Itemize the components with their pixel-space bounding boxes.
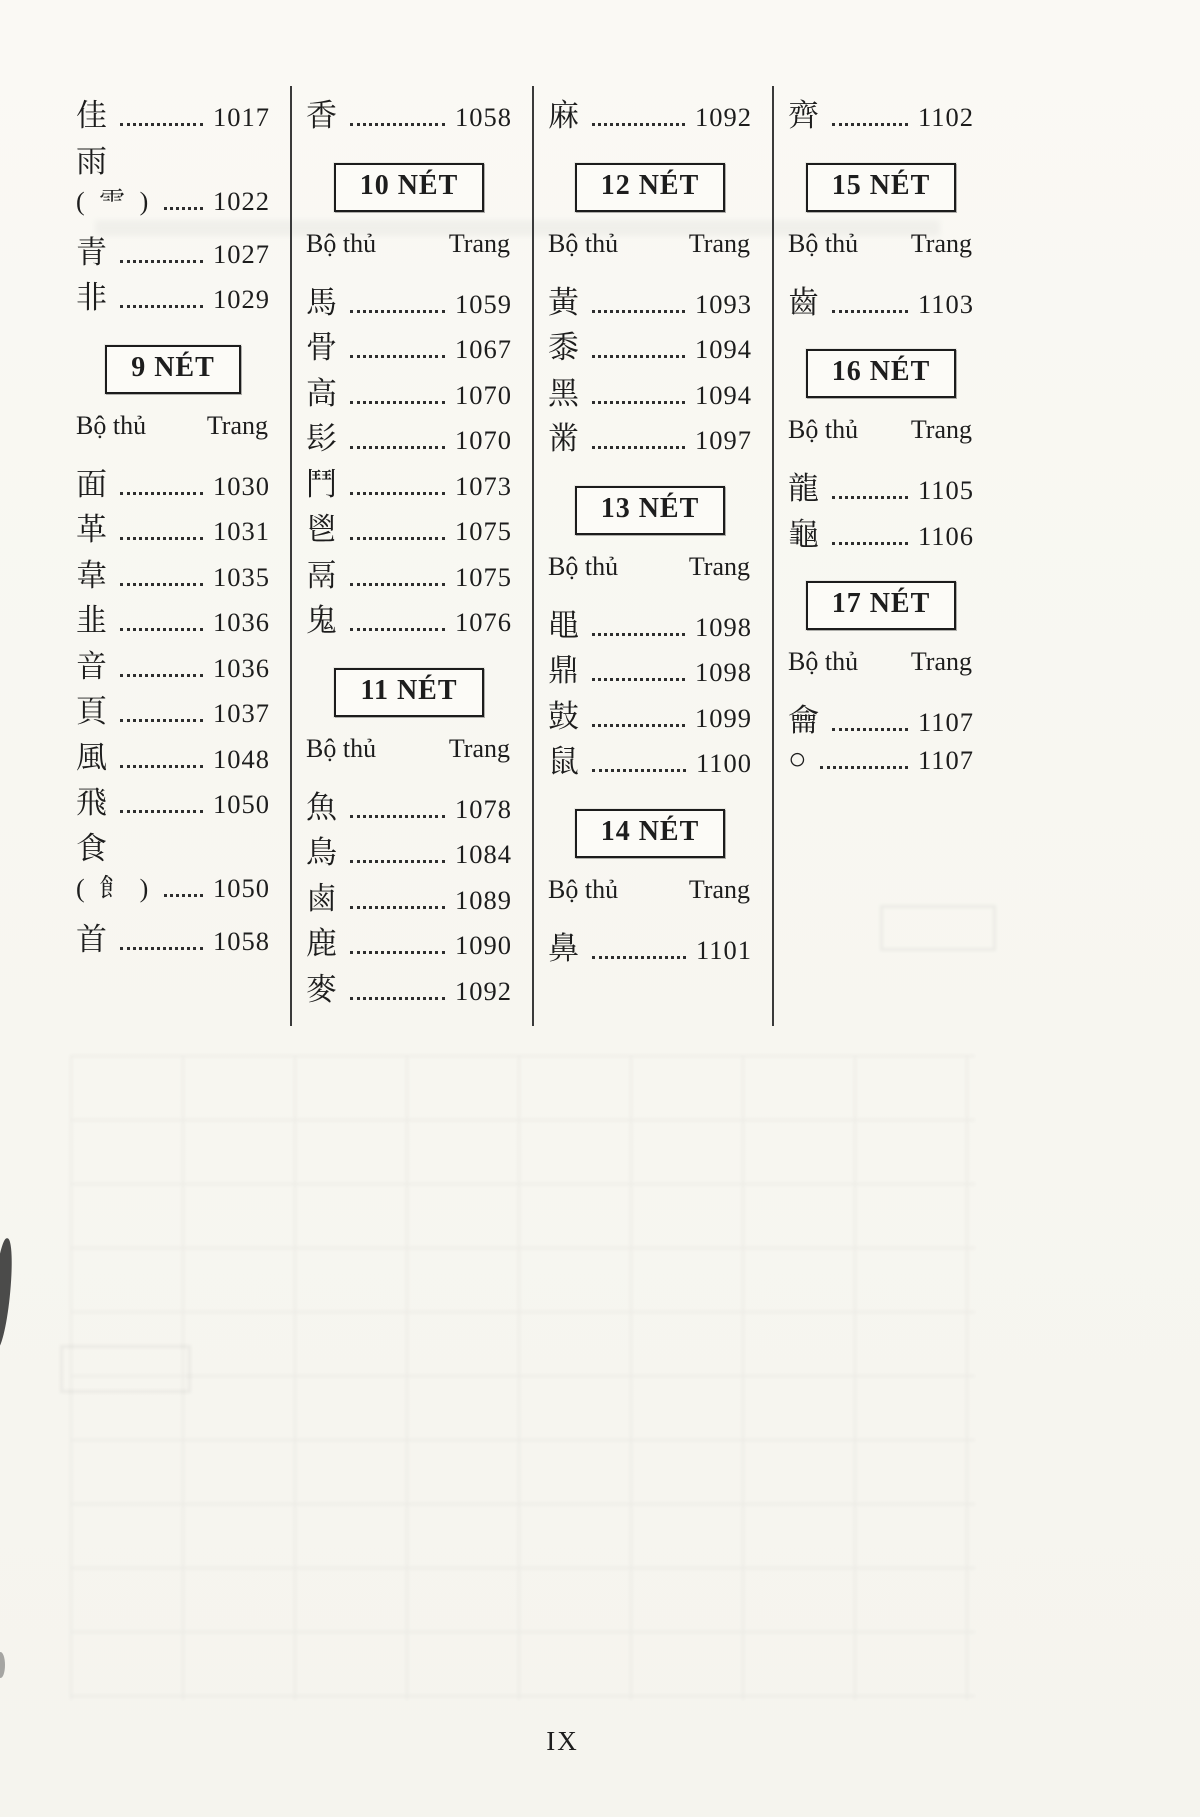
dot-leader xyxy=(592,633,685,636)
index-entry xyxy=(306,873,512,919)
entry-page-number: 1101 xyxy=(695,934,752,965)
entry-page-number: 1058 xyxy=(213,925,270,956)
dot-leader xyxy=(350,860,445,863)
radical-char: 面 xyxy=(76,466,108,502)
dot-leader xyxy=(350,815,445,818)
stroke-count-header-wrap xyxy=(548,163,752,212)
dot-leader xyxy=(350,583,445,586)
dot-leader xyxy=(592,123,685,126)
bleedthrough-ghost-box xyxy=(60,1345,191,1393)
radical-char: 鬥 xyxy=(306,466,338,502)
entry-page-number: 1058 xyxy=(455,102,512,132)
radical-char: 韭 xyxy=(76,603,108,638)
bleedthrough-ghost-grid xyxy=(70,1055,975,1700)
radical-column-label: Bộ thủ xyxy=(306,733,377,763)
radical-char: 鹿 xyxy=(306,926,338,961)
dot-leader xyxy=(592,401,685,404)
index-entry xyxy=(788,509,974,555)
entry-page-number: 1075 xyxy=(455,516,512,546)
dot-leader xyxy=(164,894,203,897)
scan-smudge xyxy=(0,1652,5,1678)
dot-leader xyxy=(350,401,445,404)
index-entry xyxy=(306,90,512,136)
entry-page-number: 1106 xyxy=(917,520,974,551)
entry-page-number: 1036 xyxy=(213,652,270,683)
dot-leader xyxy=(120,492,203,495)
dot-leader xyxy=(120,305,203,308)
entry-page-number: 1102 xyxy=(917,102,974,132)
stroke-count-header: 16 NÉT xyxy=(806,349,957,398)
dot-leader xyxy=(120,583,203,586)
index-entry xyxy=(788,277,974,323)
index-column xyxy=(62,86,292,1026)
stroke-count-header-wrap xyxy=(788,581,974,630)
stroke-count-header: 11 NÉT xyxy=(334,668,483,717)
radical-column-label: Bộ thủ xyxy=(788,228,859,258)
index-entry xyxy=(76,914,270,960)
index-entry xyxy=(76,641,270,687)
radical-char: 齒 xyxy=(788,284,820,320)
column-subheader xyxy=(788,415,972,445)
index-entry xyxy=(548,90,752,136)
entry-page-number: 1084 xyxy=(455,839,512,869)
radical-char: 頁 xyxy=(76,694,108,729)
entry-page-number: 1070 xyxy=(455,425,512,455)
entry-page-number: 1098 xyxy=(695,657,752,687)
dot-leader xyxy=(592,956,686,959)
entry-page-number: 1094 xyxy=(695,379,752,410)
index-entry xyxy=(788,463,974,509)
index-column xyxy=(534,86,774,1026)
entry-page-number: 1050 xyxy=(213,873,270,903)
column-subheader xyxy=(76,411,268,441)
index-entry xyxy=(76,686,270,732)
index-entry xyxy=(548,322,752,368)
entry-page-number: 1097 xyxy=(695,425,752,455)
radical-char: 飛 xyxy=(76,785,108,820)
page-column-label: Trang xyxy=(688,874,750,904)
radical-char: 髟 xyxy=(306,421,338,456)
index-entry xyxy=(306,827,512,873)
radical-char: 馬 xyxy=(306,284,338,320)
index-entry xyxy=(548,691,752,737)
entry-page-number: 1099 xyxy=(695,702,752,733)
entry-page-number: 1092 xyxy=(695,102,752,132)
entry-page-number: 1050 xyxy=(213,789,270,819)
dot-leader xyxy=(832,123,908,126)
index-column xyxy=(774,86,994,1026)
index-entry xyxy=(548,645,752,691)
radical-char: 革 xyxy=(76,512,108,547)
entry-page-number: 1094 xyxy=(695,334,752,364)
index-entry xyxy=(76,550,270,596)
dot-leader xyxy=(120,947,203,950)
dot-leader xyxy=(350,537,445,540)
index-entry xyxy=(76,777,270,823)
radical-char: 黑 xyxy=(548,375,580,411)
entry-page-number: 1090 xyxy=(455,930,512,960)
radical-char: 龜 xyxy=(788,516,820,552)
index-entry xyxy=(548,368,752,414)
entry-page-number: 1027 xyxy=(213,238,270,269)
stroke-count-header-wrap xyxy=(306,163,512,212)
radical-char: 黍 xyxy=(548,330,580,365)
stroke-count-header: 9 NÉT xyxy=(105,345,241,394)
radical-char: 鼎 xyxy=(548,653,580,688)
entry-page-number: 1036 xyxy=(213,607,270,637)
radical-column-label: Bộ thủ xyxy=(548,551,619,581)
stroke-count-header: 10 NÉT xyxy=(334,163,485,212)
page-column-label: Trang xyxy=(688,551,750,581)
index-entry xyxy=(306,368,512,414)
stroke-count-header: 12 NÉT xyxy=(575,163,726,212)
column-subheader xyxy=(548,875,750,905)
index-column xyxy=(292,86,534,1026)
entry-page-number: 1105 xyxy=(917,475,974,505)
entry-page-number: 1075 xyxy=(455,561,512,592)
stroke-count-header-wrap xyxy=(788,349,974,398)
dot-leader xyxy=(350,355,445,358)
dot-leader xyxy=(592,678,685,681)
index-entry xyxy=(306,964,512,1010)
radical-char: 黃 xyxy=(548,284,580,320)
radical-char: 食 xyxy=(76,830,108,866)
index-entry xyxy=(788,90,974,136)
radical-column-label: Bộ thủ xyxy=(788,415,859,444)
page-column-label: Trang xyxy=(910,415,972,444)
entry-page-number: 1067 xyxy=(455,334,512,364)
radical-char: ( 飠 ) xyxy=(76,874,153,903)
index-entry xyxy=(76,227,270,273)
column-subheader xyxy=(788,647,972,677)
dot-leader xyxy=(820,766,908,769)
index-entry xyxy=(548,600,752,646)
index-entry xyxy=(548,923,752,969)
entry-page-number: 1022 xyxy=(213,186,270,216)
dot-leader xyxy=(120,719,203,722)
radical-char: 骨 xyxy=(306,330,338,365)
column-subheader xyxy=(306,734,510,764)
radical-char: 風 xyxy=(76,739,108,775)
index-entry xyxy=(306,918,512,964)
index-entry xyxy=(76,823,270,869)
dot-leader xyxy=(120,765,203,768)
column-subheader xyxy=(788,229,972,259)
page-column-label: Trang xyxy=(910,228,972,258)
entry-page-number: 1017 xyxy=(213,102,270,132)
entry-page-number: 1029 xyxy=(213,284,270,314)
index-entry xyxy=(76,459,270,505)
radical-char: 鬲 xyxy=(306,557,338,593)
dot-leader xyxy=(120,260,203,263)
dot-leader xyxy=(350,906,445,909)
index-entry xyxy=(788,695,974,741)
page-column-label: Trang xyxy=(448,228,510,258)
page-column-label: Trang xyxy=(448,733,510,763)
entry-page-number: 1092 xyxy=(455,975,512,1006)
dot-leader xyxy=(350,310,445,313)
radical-char: 鼓 xyxy=(548,698,580,734)
radical-char: 鼻 xyxy=(548,930,580,966)
radical-char: 黹 xyxy=(548,421,580,456)
radical-char: 龍 xyxy=(788,471,820,506)
dot-leader xyxy=(350,628,445,631)
entry-page-number: 1076 xyxy=(455,607,512,637)
index-entry xyxy=(548,277,752,323)
radical-char: ( ⻗ ) xyxy=(76,187,153,216)
radical-column-label: Bộ thủ xyxy=(788,647,859,676)
dot-leader xyxy=(832,728,908,731)
entry-page-number: 1098 xyxy=(695,611,752,642)
dot-leader xyxy=(350,997,445,1000)
entry-page-number: 1059 xyxy=(455,288,512,319)
dot-leader xyxy=(592,355,685,358)
dot-leader xyxy=(120,123,203,126)
entry-page-number: 1089 xyxy=(455,884,512,915)
dot-leader xyxy=(350,123,445,126)
page-column-label: Trang xyxy=(910,647,972,676)
radical-char: 非 xyxy=(76,280,108,315)
dot-leader xyxy=(164,207,203,210)
dot-leader xyxy=(592,769,686,772)
radical-char: 鬯 xyxy=(306,512,338,547)
radical-char: 龠 xyxy=(788,703,820,738)
page-number-footer: IX xyxy=(546,1726,579,1756)
radical-char: 韋 xyxy=(76,557,108,593)
entry-page-number: 1035 xyxy=(213,561,270,592)
radical-char: 黽 xyxy=(548,607,580,643)
index-entry xyxy=(306,322,512,368)
dot-leader xyxy=(350,492,445,495)
dot-leader xyxy=(832,496,908,499)
radical-char: 鳥 xyxy=(306,835,338,870)
stroke-count-header-wrap xyxy=(76,345,270,394)
radical-char: ○ xyxy=(788,740,808,776)
index-entry xyxy=(76,136,270,182)
dot-leader xyxy=(120,674,203,677)
stroke-count-header: 17 NÉT xyxy=(806,581,957,630)
index-entry xyxy=(306,550,512,596)
dot-leader xyxy=(592,724,685,727)
dot-leader xyxy=(350,446,445,449)
radical-char: 佳 xyxy=(76,98,108,133)
index-entry xyxy=(76,595,270,641)
index-entry xyxy=(306,782,512,828)
stroke-count-header-wrap xyxy=(788,163,974,212)
radical-column-label: Bộ thủ xyxy=(76,410,147,440)
entry-page-number: 1031 xyxy=(213,516,270,546)
radical-char: 齊 xyxy=(788,98,820,133)
radical-column-label: Bộ thủ xyxy=(306,228,377,258)
radical-char: 青 xyxy=(76,234,108,270)
index-entry xyxy=(76,181,270,227)
radical-char: 音 xyxy=(76,648,108,684)
column-subheader xyxy=(548,229,750,259)
index-entry xyxy=(548,736,752,782)
entry-page-number: 1093 xyxy=(695,288,752,319)
page-column-label: Trang xyxy=(206,410,268,440)
radical-char: 鼠 xyxy=(548,744,580,779)
stroke-count-header-wrap xyxy=(548,809,752,858)
radical-char: 鬼 xyxy=(306,603,338,638)
radical-char: 雨 xyxy=(76,143,108,179)
entry-page-number: 1100 xyxy=(695,748,752,778)
index-entry xyxy=(76,90,270,136)
column-subheader xyxy=(548,552,750,582)
index-entry xyxy=(306,595,512,641)
index-entry xyxy=(306,413,512,459)
radical-char: 麥 xyxy=(306,971,338,1007)
dot-leader xyxy=(120,628,203,631)
entry-page-number: 1073 xyxy=(455,470,512,501)
page-column-label: Trang xyxy=(688,228,750,258)
radical-char: 鹵 xyxy=(306,880,338,916)
radical-char: 魚 xyxy=(306,789,338,825)
index-entry xyxy=(76,504,270,550)
entry-page-number: 1070 xyxy=(455,379,512,410)
radical-column-label: Bộ thủ xyxy=(548,228,619,258)
radical-char: 麻 xyxy=(548,98,580,133)
dot-leader xyxy=(350,951,445,954)
index-entry xyxy=(306,459,512,505)
entry-page-number: 1107 xyxy=(917,707,974,737)
index-entry xyxy=(76,732,270,778)
stroke-count-header: 14 NÉT xyxy=(575,809,726,858)
entry-page-number: 1048 xyxy=(213,743,270,774)
dot-leader xyxy=(832,542,908,545)
entry-page-number: 1037 xyxy=(213,698,270,728)
dot-leader xyxy=(120,810,203,813)
entry-page-number: 1107 xyxy=(917,744,974,775)
dot-leader xyxy=(592,310,685,313)
dot-leader xyxy=(120,537,203,540)
scan-smudge xyxy=(0,1237,16,1350)
entry-page-number: 1078 xyxy=(455,793,512,824)
dot-leader xyxy=(592,446,685,449)
radical-char: 高 xyxy=(306,375,338,411)
stroke-count-header-wrap xyxy=(548,486,752,535)
radical-index-columns xyxy=(62,86,994,1026)
radical-char: 首 xyxy=(76,921,108,957)
index-entry xyxy=(306,277,512,323)
entry-page-number: 1030 xyxy=(213,470,270,501)
radical-column-label: Bộ thủ xyxy=(548,874,619,904)
radical-char: 香 xyxy=(306,98,338,133)
column-subheader xyxy=(306,229,510,259)
dot-leader xyxy=(832,310,908,313)
index-entry xyxy=(76,272,270,318)
stroke-count-header: 13 NÉT xyxy=(575,486,726,535)
index-entry xyxy=(76,868,270,914)
index-entry xyxy=(548,413,752,459)
stroke-count-header-wrap xyxy=(306,668,512,717)
index-entry xyxy=(788,741,974,787)
entry-page-number: 1103 xyxy=(917,288,974,319)
stroke-count-header: 15 NÉT xyxy=(806,163,957,212)
index-entry xyxy=(306,504,512,550)
